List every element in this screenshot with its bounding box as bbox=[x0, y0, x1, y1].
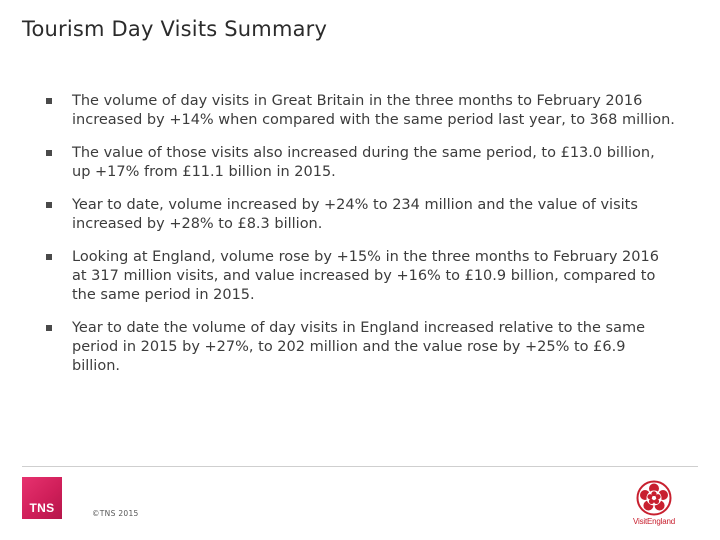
square-bullet-icon bbox=[46, 150, 52, 156]
visitengland-logo bbox=[624, 480, 684, 532]
bullet-text: Looking at England, volume rose by +15% in the three months to February 2016 at 317 million visits, and value increased by +16% to £10.9 billion, compared to the same period in 2015. bbox=[72, 249, 659, 303]
bullet-item bbox=[46, 196, 676, 234]
square-bullet-icon bbox=[46, 254, 52, 260]
copyright-text: ©TNS 2015 bbox=[92, 509, 139, 518]
tns-logo-text: TNS bbox=[29, 501, 55, 515]
page-title: Tourism Day Visits Summary bbox=[22, 17, 328, 41]
square-bullet-icon bbox=[46, 202, 52, 208]
tns-logo bbox=[22, 477, 62, 519]
square-bullet-icon bbox=[46, 98, 52, 104]
visitengland-logo-text: VisitEngland bbox=[633, 517, 675, 526]
bullet-item bbox=[46, 319, 676, 376]
square-bullet-icon bbox=[46, 325, 52, 331]
footer-divider bbox=[22, 466, 698, 467]
bullet-text: The volume of day visits in Great Britain in the three months to February 2016 increased by +14% when compared with the same period last year, to 368 million. bbox=[72, 93, 675, 128]
bullet-text: Year to date, volume increased by +24% to 234 million and the value of visits increased by +28% to £8.3 billion. bbox=[72, 197, 638, 232]
bullet-item bbox=[46, 92, 676, 130]
bullet-text: Year to date the volume of day visits in England increased relative to the same period in 2015 by +27%, to 202 million and the value rose by +25% to £6.9 billion. bbox=[72, 320, 646, 374]
tudor-rose-icon bbox=[636, 480, 672, 516]
bullet-list bbox=[46, 92, 676, 390]
bullet-item bbox=[46, 248, 676, 305]
bullet-text: The value of those visits also increased during the same period, to £13.0 billion, up +17% from £11.1 billion in 2015. bbox=[72, 145, 655, 180]
bullet-item bbox=[46, 144, 676, 182]
